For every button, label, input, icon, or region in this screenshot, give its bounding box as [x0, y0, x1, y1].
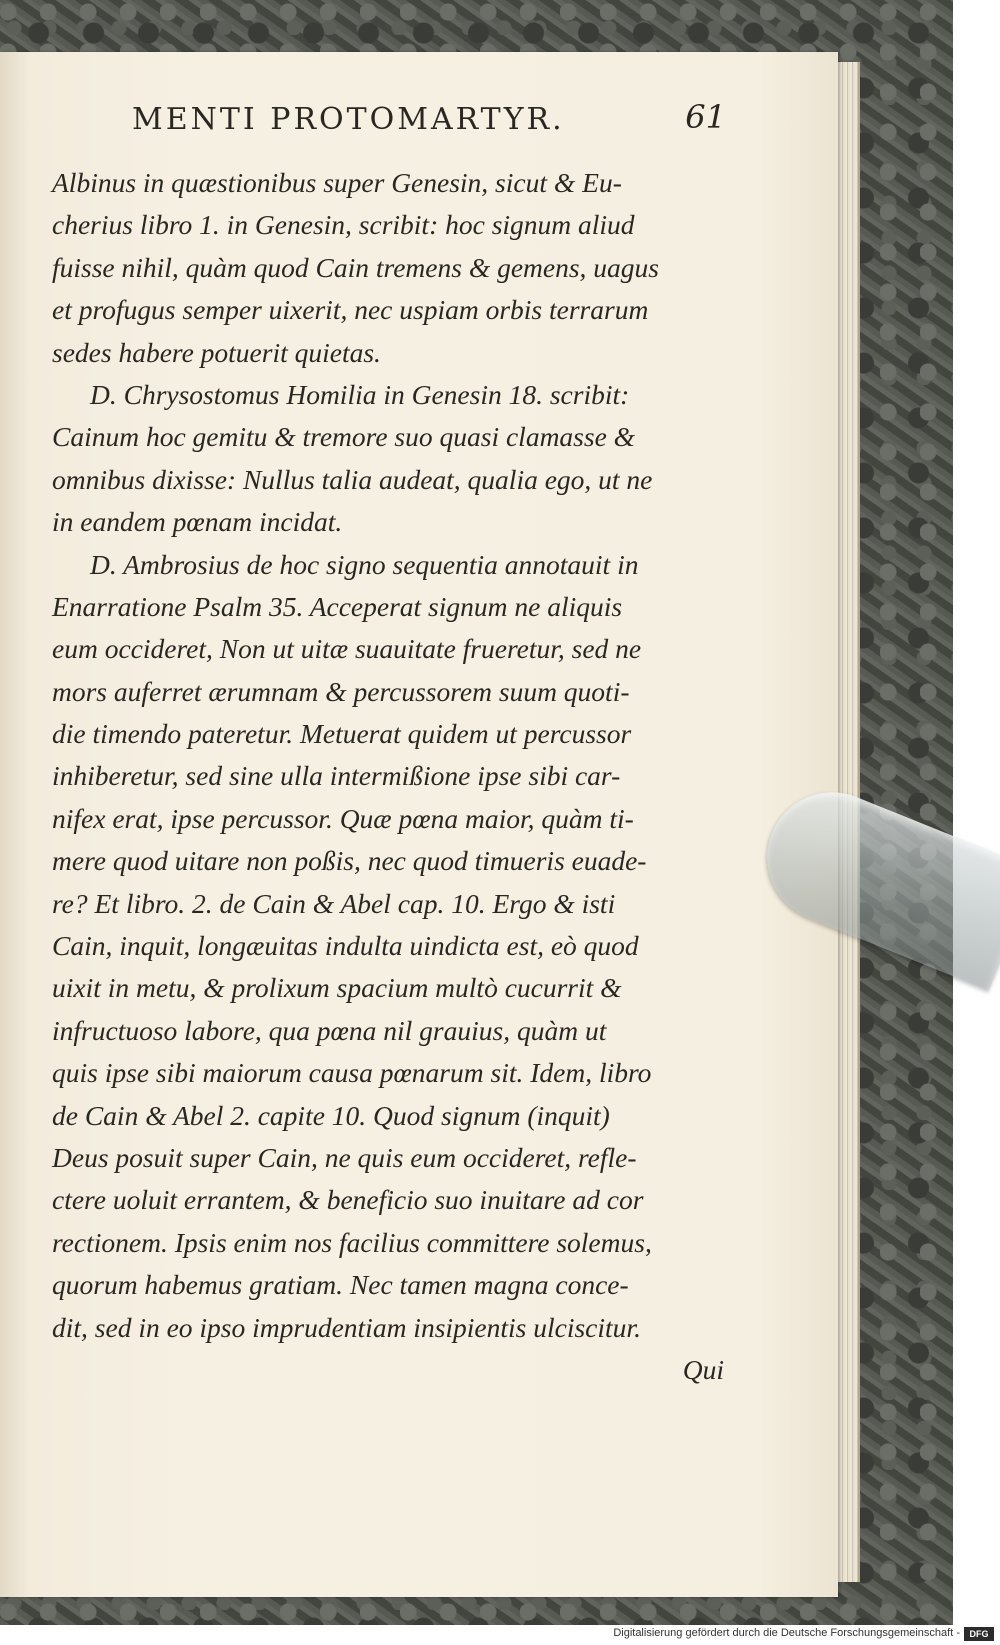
text-line: re? Et libro. 2. de Cain & Abel cap. 10. Ergo & isti: [52, 887, 616, 919]
text-line: fuisse nihil, quàm quod Cain tremens & gemens, uagus: [52, 251, 660, 283]
text-line: Deus posuit super Cain, ne quis eum occideret, refle-: [52, 1141, 637, 1173]
page-number: 61: [685, 98, 726, 136]
text-line: infructuoso labore, qua pœna nil grauius, quàm ut: [52, 1014, 607, 1046]
digitization-footer: [0, 1625, 1000, 1645]
text-line: in eandem pœnam incidat.: [52, 506, 343, 538]
text-line: D. Chrysostomus Homilia in Genesin 18. scribit:: [90, 378, 630, 410]
catchword: Qui: [682, 1353, 724, 1385]
funding-credit: Digitalisierung gefördert durch die Deutsche Forschungsgemeinschaft -: [613, 1627, 960, 1639]
running-head: [132, 98, 726, 142]
text-line: nifex erat, ipse percussor. Quæ pœna maior, quàm ti-: [52, 802, 634, 834]
text-block: [52, 162, 724, 1391]
text-line: quorum habemus gratiam. Nec tamen magna conce-: [52, 1269, 629, 1301]
text-line: mere quod uitare non poßis, nec quod timueris euade-: [52, 845, 647, 877]
text-line: inhiberetur, sed sine ulla intermißione ipse sibi car-: [52, 760, 621, 792]
text-line: Albinus in quæstionibus super Genesin, sicut & Eu-: [52, 167, 622, 198]
text-line: ctere uoluit errantem, & beneficio suo inuitare ad cor: [52, 1184, 644, 1216]
text-line: uixit in metu, & prolixum spacium multò cucurrit &: [52, 972, 622, 1004]
text-line: D. Ambrosius de hoc signo sequentia annotauit in: [90, 548, 639, 580]
book-page: [0, 52, 838, 1597]
text-line: mors auferret ærumnam & percussorem suum quoti-: [52, 675, 630, 707]
text-line: omnibus dixisse: Nullus talia audeat, qualia ego, ut ne: [52, 463, 653, 495]
text-line: die timendo pateretur. Metuerat quidem ut percussor: [52, 718, 632, 750]
text-line: rectionem. Ipsis enim nos facilius committere solemus,: [52, 1226, 652, 1258]
text-line: et profugus semper uixerit, nec uspiam orbis terrarum: [52, 294, 649, 326]
text-line: Enarratione Psalm 35. Acceperat signum ne aliquis: [52, 590, 623, 622]
text-line: de Cain & Abel 2. capite 10. Quod signum (inquit): [52, 1099, 610, 1131]
text-line: quis ipse sibi maiorum causa pœnarum sit. Idem, libro: [52, 1057, 652, 1089]
dfg-logo: DFG: [964, 1627, 994, 1641]
running-title: MENTI PROTOMARTYR.: [132, 102, 565, 137]
text-line: sedes habere potuerit quietas.: [52, 336, 381, 368]
text-line: eum occideret, Non ut uitæ suauitate frueretur, sed ne: [52, 633, 642, 665]
text-line: Cain, inquit, longæuitas indulta uindicta est, eò quod: [52, 930, 639, 962]
text-line: cherius libro 1. in Genesin, scribit: hoc signum aliud: [52, 209, 635, 241]
text-line: dit, sed in eo ipso imprudentiam insipientis ulciscitur.: [52, 1311, 641, 1343]
text-line: Cainum hoc gemitu & tremore suo quasi clamasse &: [52, 421, 636, 453]
